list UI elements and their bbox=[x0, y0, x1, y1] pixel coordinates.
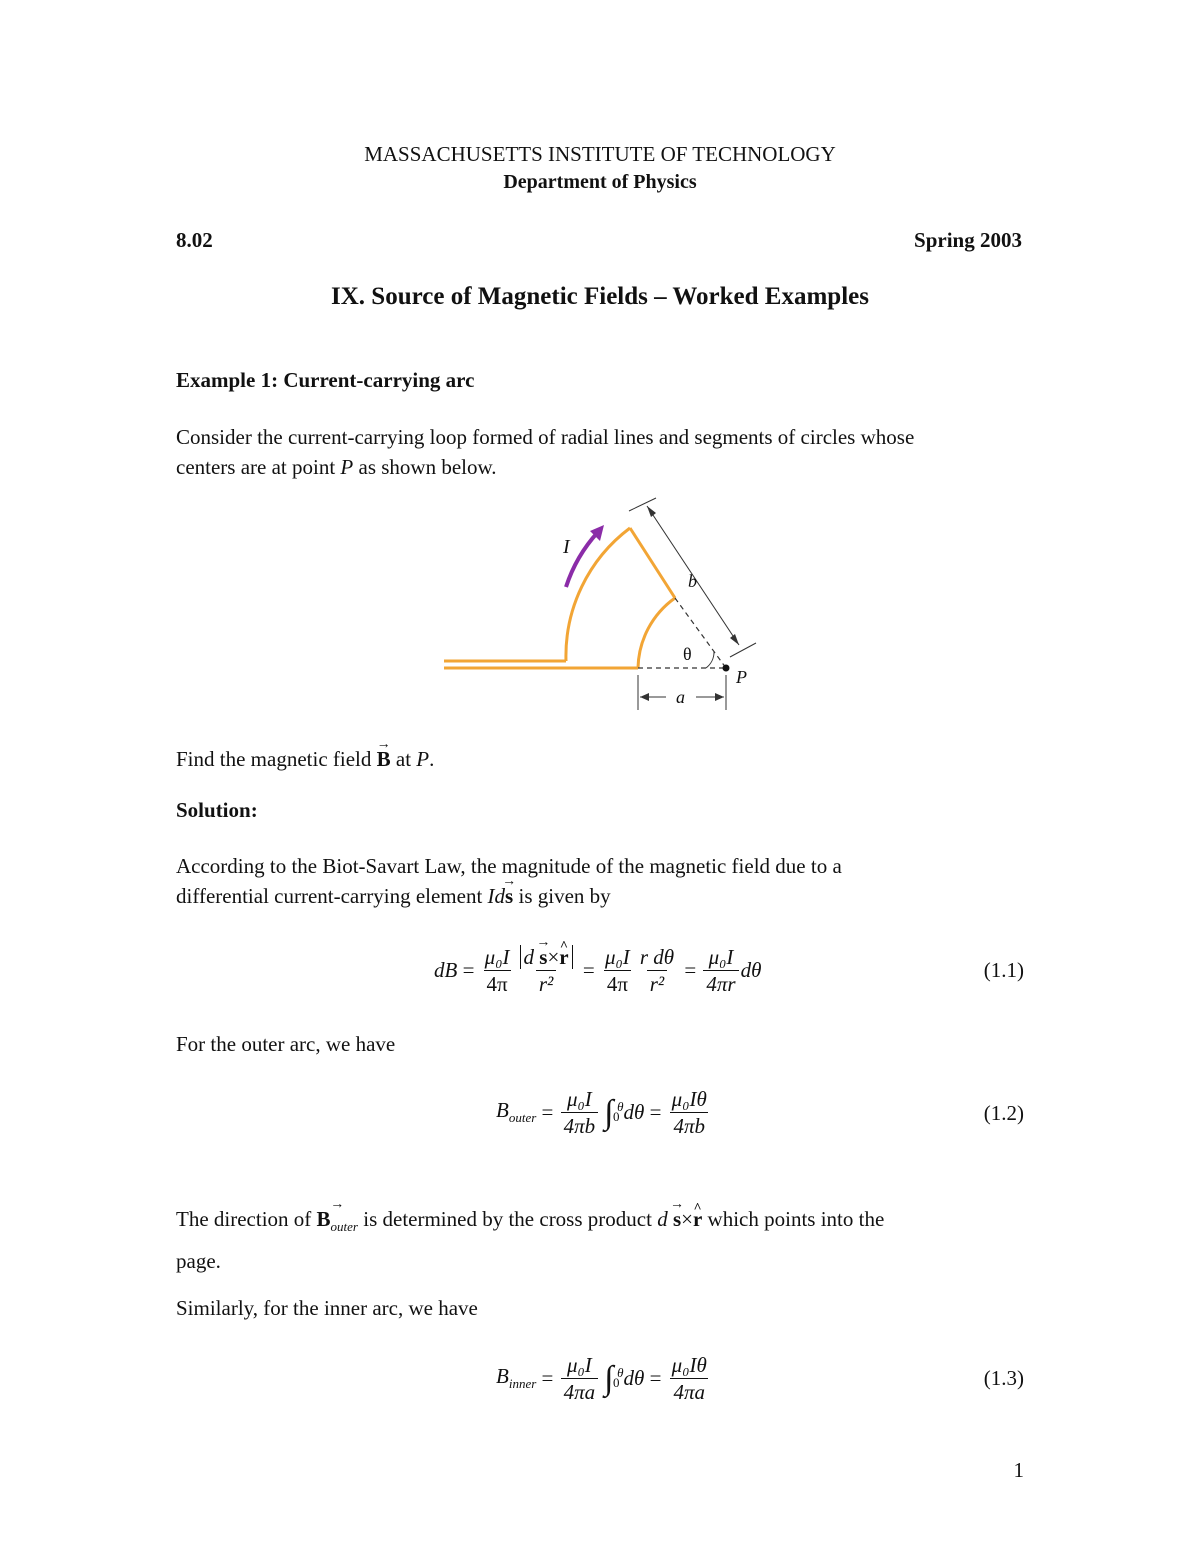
b-tick-top bbox=[629, 498, 656, 511]
course-number: 8.02 bbox=[176, 228, 213, 252]
solution-heading: Solution: bbox=[176, 798, 258, 822]
find-field-text: Find the magnetic field → B at P. bbox=[176, 744, 434, 774]
intro-line-1: Consider the current-carrying loop formed of radial lines and segments of circles whose bbox=[176, 425, 915, 449]
b-tick-bottom bbox=[730, 643, 756, 657]
label-p: P bbox=[736, 667, 747, 687]
current-arrow bbox=[566, 532, 598, 587]
equation-number-1-1: (1.1) bbox=[983, 958, 1024, 982]
outer-arc bbox=[566, 528, 630, 661]
equation-1-2: $B_{outer}$ = $\frac{\text{μ₀I}}{4\pi b}$ ∫ θ 0 dθ = $\frac{\text{μ₀Iθ}}{4\pi b}$ bbox=[496, 1087, 707, 1138]
current-loop-figure bbox=[430, 495, 770, 720]
equation-1-1: dB = $\frac{\text{μ₀I}}{4\pi}$ $\frac{d \to s\times\^{} r}{\text{r²}}$ = $\frac{\text{μ₀I}}{4\pi}$ $\frac{\text{r dθ}}{\text{r²}}$ = $\frac{\text{μ₀I}}{4\pi r}$ dθ bbox=[434, 944, 761, 997]
theta-arc bbox=[706, 652, 714, 668]
outer-arc-text: For the outer arc, we have bbox=[176, 1032, 396, 1056]
term: Spring 2003 bbox=[914, 228, 1022, 252]
intro-paragraph bbox=[176, 422, 1026, 482]
solution-line-1: According to the Biot-Savart Law, the magnitude of the magnetic field due to a bbox=[176, 854, 842, 878]
department-name: Department of Physics bbox=[503, 171, 697, 193]
equation-number-1-2: (1.2) bbox=[983, 1101, 1024, 1125]
institute-name: MASSACHUSETTS INSTITUTE OF TECHNOLOGY bbox=[364, 142, 836, 166]
direction-line-2: page. bbox=[176, 1249, 221, 1274]
direction-paragraph bbox=[176, 1204, 1036, 1276]
solution-line-2: differential current-carrying element Id→ s is given by bbox=[176, 881, 1026, 911]
a-arrowhead-left bbox=[640, 693, 649, 701]
direction-line-1: The direction of → $B_{outer}$ is determined by the cross product d → s×^ r which points into the bbox=[176, 1204, 1036, 1242]
b-arrowhead-top bbox=[647, 506, 656, 517]
vector-b: → B bbox=[377, 744, 391, 774]
inner-arc-text: Similarly, for the inner arc, we have bbox=[176, 1296, 478, 1320]
a-arrowhead-right bbox=[715, 693, 724, 701]
b-arrowhead-bottom bbox=[730, 634, 739, 645]
page-number: 1 bbox=[1013, 1458, 1024, 1482]
label-theta: θ bbox=[683, 644, 692, 664]
intro-line-2: centers are at point P as shown below. bbox=[176, 455, 497, 479]
solution-paragraph-1 bbox=[176, 851, 1026, 911]
inner-arc bbox=[638, 598, 675, 668]
point-p bbox=[723, 665, 730, 672]
equation-number-1-3: (1.3) bbox=[983, 1366, 1024, 1390]
label-current: I bbox=[563, 536, 570, 558]
label-a: a bbox=[676, 687, 685, 707]
label-b: b bbox=[688, 571, 697, 591]
page-title: IX. Source of Magnetic Fields – Worked Examples bbox=[331, 283, 869, 310]
equation-1-3: $B_{inner}$ = $\frac{\text{μ₀I}}{4\pi a}$ ∫ θ 0 dθ = $\frac{\text{μ₀Iθ}}{4\pi a}$ bbox=[496, 1353, 707, 1404]
example-heading: Example 1: Current-carrying arc bbox=[176, 368, 475, 392]
